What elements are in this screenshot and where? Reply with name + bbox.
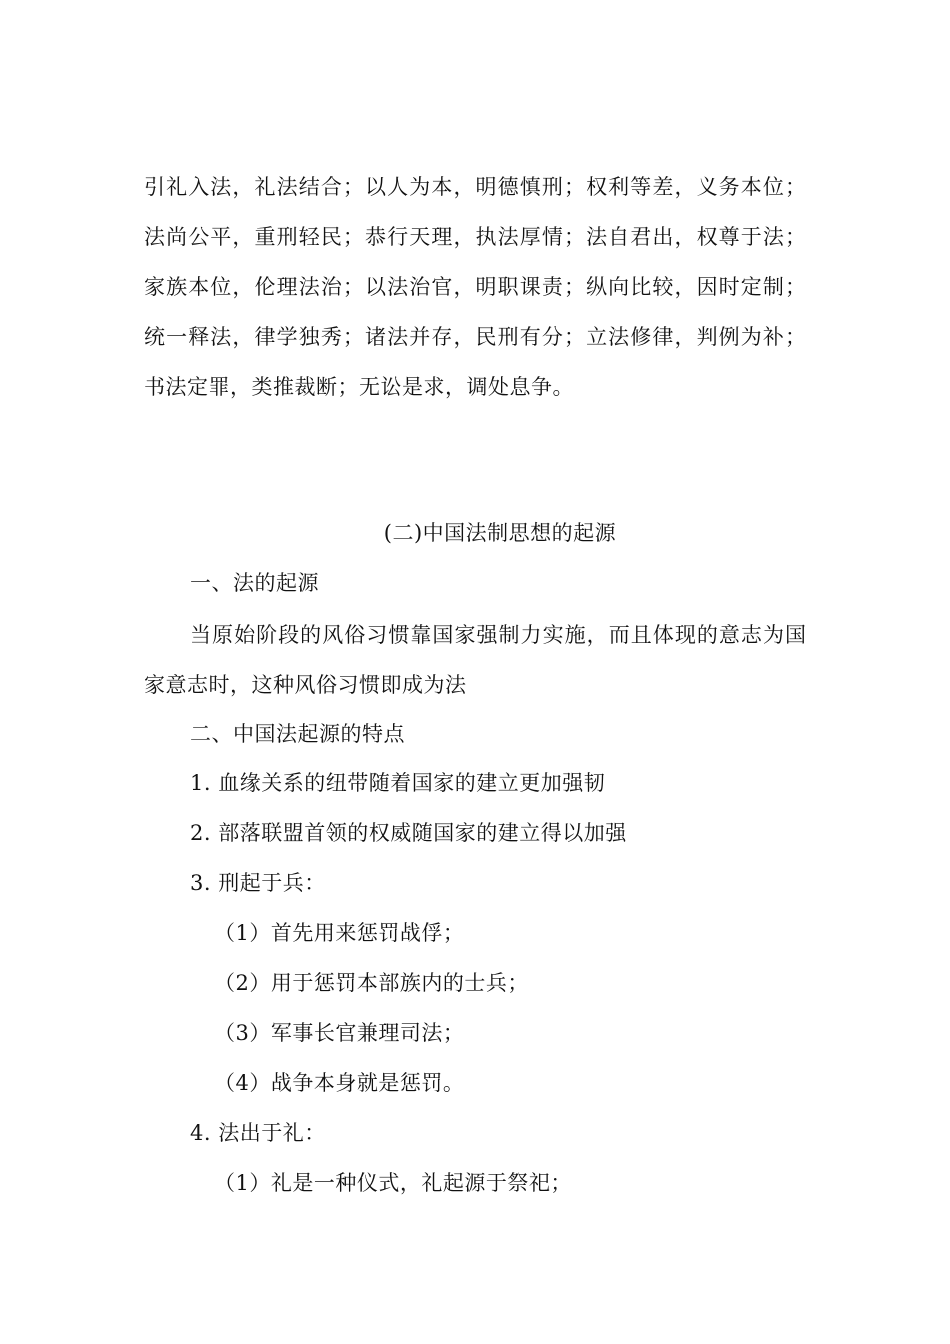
- part1-paragraph-line-2: 家意志时，这种风俗习惯即成为法: [144, 673, 467, 697]
- list-subitem-4-1: （1）礼是一种仪式，礼起源于祭祀；: [214, 1171, 572, 1195]
- list-item-4: 4. 法出于礼：: [190, 1121, 326, 1145]
- list-subitem-3-3: （3）军事长官兼理司法；: [214, 1021, 465, 1045]
- summary-line-3: 家族本位，伦理法治；以法治官，明职课责；纵向比较，因时定制；: [144, 275, 806, 299]
- list-subitem-3-2: （2）用于惩罚本部族内的士兵；: [214, 971, 529, 995]
- list-item-3: 3. 刑起于兵：: [190, 871, 326, 895]
- part1-paragraph-line-1: 当原始阶段的风俗习惯靠国家强制力实施，而且体现的意志为国: [190, 623, 806, 647]
- summary-line-4: 统一释法，律学独秀；诸法并存，民刑有分；立法修律，判例为补；: [144, 325, 806, 349]
- summary-line-1: 引礼入法，礼法结合；以人为本，明德慎刑；权利等差，义务本位；: [144, 175, 806, 199]
- section-title: (二)中国法制思想的起源: [383, 521, 617, 545]
- list-subitem-3-1: （1）首先用来惩罚战俘；: [214, 921, 465, 945]
- summary-line-2: 法尚公平，重刑轻民；恭行天理，执法厚情；法自君出，权尊于法；: [144, 225, 806, 249]
- part2-heading: 二、中国法起源的特点: [190, 722, 405, 746]
- summary-line-5: 书法定罪，类推裁断；无讼是求，调处息争。: [144, 375, 574, 399]
- part1-heading: 一、法的起源: [190, 571, 319, 595]
- list-item-1: 1. 血缘关系的纽带随着国家的建立更加强韧: [190, 771, 606, 795]
- list-item-2: 2. 部落联盟首领的权威随国家的建立得以加强: [190, 821, 627, 845]
- list-subitem-3-4: （4）战争本身就是惩罚。: [214, 1071, 465, 1095]
